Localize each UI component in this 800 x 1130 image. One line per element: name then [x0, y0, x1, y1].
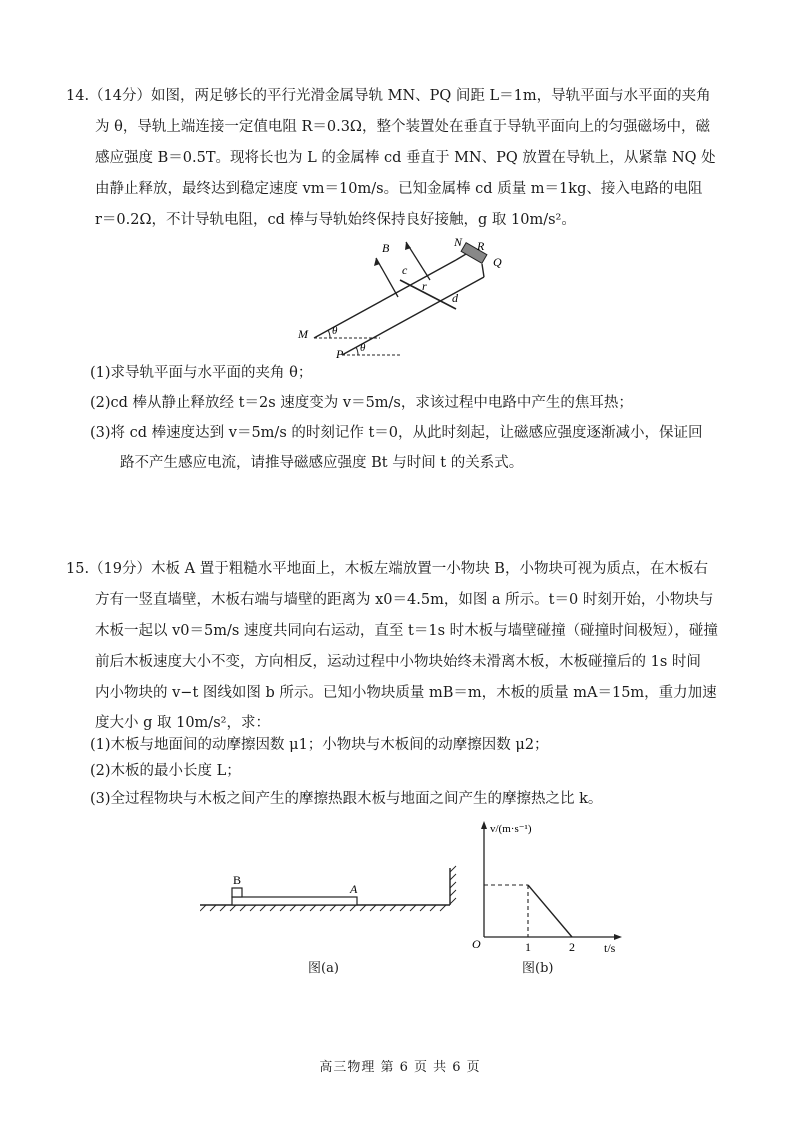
label-theta-2: θ: [360, 342, 366, 354]
label-p: P: [336, 347, 344, 361]
q15-line-2: 方有一竖直墙壁，木板右端与墙壁的距离为 x0＝4.5m，如图 a 所示。t＝0 时刻开始，小物块与: [95, 592, 714, 608]
page-footer: 高三物理 第 6 页 共 6 页: [319, 1060, 481, 1075]
y-axis-arrow-icon: [481, 821, 487, 829]
q14-line-3: 感应强度 B＝0.5T。现将长也为 L 的金属棒 cd 垂直于 MN、PQ 放置在导轨上，从紧靠 NQ 处: [95, 150, 716, 166]
rail-figure: [290, 230, 530, 365]
label-m: M: [298, 327, 308, 341]
q14-line-4: 由静止释放，最终达到稳定速度 vm＝10m/s。已知金属棒 cd 质量 m＝1kg、接入电路的电阻: [95, 181, 703, 197]
origin-label: O: [472, 937, 481, 951]
caption-figure-a: 图(a): [308, 961, 339, 976]
q15-part-3: (3)全过程物块与木板之间产生的摩擦热跟木板与地面之间产生的摩擦热之比 k。: [90, 791, 603, 807]
x-tick-label: 1: [525, 940, 531, 954]
caption-figure-b: 图(b): [522, 961, 554, 976]
board-a: [232, 897, 357, 905]
q15-line-4: 前后木板速度大小不变，方向相反，运动过程中小物块始终未滑离木板，木板碰撞后的 1s 时间: [95, 654, 701, 670]
label-block-b: B: [233, 873, 242, 887]
x-axis-label: t/s: [604, 941, 616, 955]
y-axis-label: v/(m·s⁻¹): [490, 823, 532, 835]
label-board-a: A: [350, 882, 358, 896]
q14-part-2: (2)cd 棒从静止释放经 t＝2s 速度变为 v＝5m/s，求该过程中电路中产生的焦耳热；: [90, 395, 633, 411]
q14-part-3: (3)将 cd 棒速度达到 v＝5m/s 的时刻记作 t＝0，从此时刻起，让磁感应强度逐渐减小，保证回: [90, 425, 703, 441]
label-r-resistor: R: [477, 239, 485, 253]
x-axis-arrow-icon: [614, 934, 622, 940]
block-b: [232, 888, 242, 897]
rod-cd: [400, 280, 456, 309]
label-theta-1: θ: [332, 325, 338, 337]
q14-part-1: (1)求导轨平面与水平面的夹角 θ；: [90, 365, 313, 381]
label-r-rod: r: [422, 279, 427, 293]
q14-part-3-cont: 路不产生感应电流，请推导磁感应强度 Bt 与时间 t 的关系式。: [120, 455, 524, 471]
vt-graph: [470, 815, 630, 955]
q14-line-5: r＝0.2Ω，不计导轨电阻，cd 棒与导轨始终保持良好接触，g 取 10m/s²。: [95, 212, 576, 228]
q15-line-6: 度大小 g 取 10m/s²，求：: [95, 715, 270, 731]
q14-line-1: 14.（14分）如图，两足够长的平行光滑金属导轨 MN、PQ 间距 L＝1m，导轨平面与水平面的夹角: [66, 88, 711, 104]
q15-part-2: (2)木板的最小长度 L；: [90, 763, 241, 779]
label-c: c: [402, 263, 408, 277]
ground-hatch: [200, 905, 446, 911]
figure-a: [200, 860, 465, 920]
label-n: N: [454, 235, 463, 249]
label-q: Q: [493, 255, 502, 269]
q15-part-1: (1)木板与地面间的动摩擦因数 μ1；小物块与木板间的动摩擦因数 μ2；: [90, 737, 549, 753]
q15-line-1: 15.（19分）木板 A 置于粗糙水平地面上，木板左端放置一小物块 B，小物块可视为质点，在木板右: [66, 561, 708, 577]
q14-line-2: 为 θ，导轨上端连接一定值电阻 R＝0.3Ω，整个装置处在垂直于导轨平面向上的匀强磁场中，磁: [95, 119, 710, 135]
label-b: B: [382, 241, 390, 255]
q15-line-3: 木板一起以 v0＝5m/s 速度共同向右运动，直至 t＝1s 时木板与墙壁碰撞（碰撞时间极短），碰撞: [95, 623, 718, 639]
vt-segment-decel: [528, 885, 572, 937]
q15-line-5: 内小物块的 v−t 图线如图 b 所示。已知小物块质量 mB＝m，木板的质量 mA＝15m，重力加速: [95, 685, 717, 701]
label-d: d: [452, 291, 458, 305]
x-tick-label: 2: [569, 940, 575, 954]
